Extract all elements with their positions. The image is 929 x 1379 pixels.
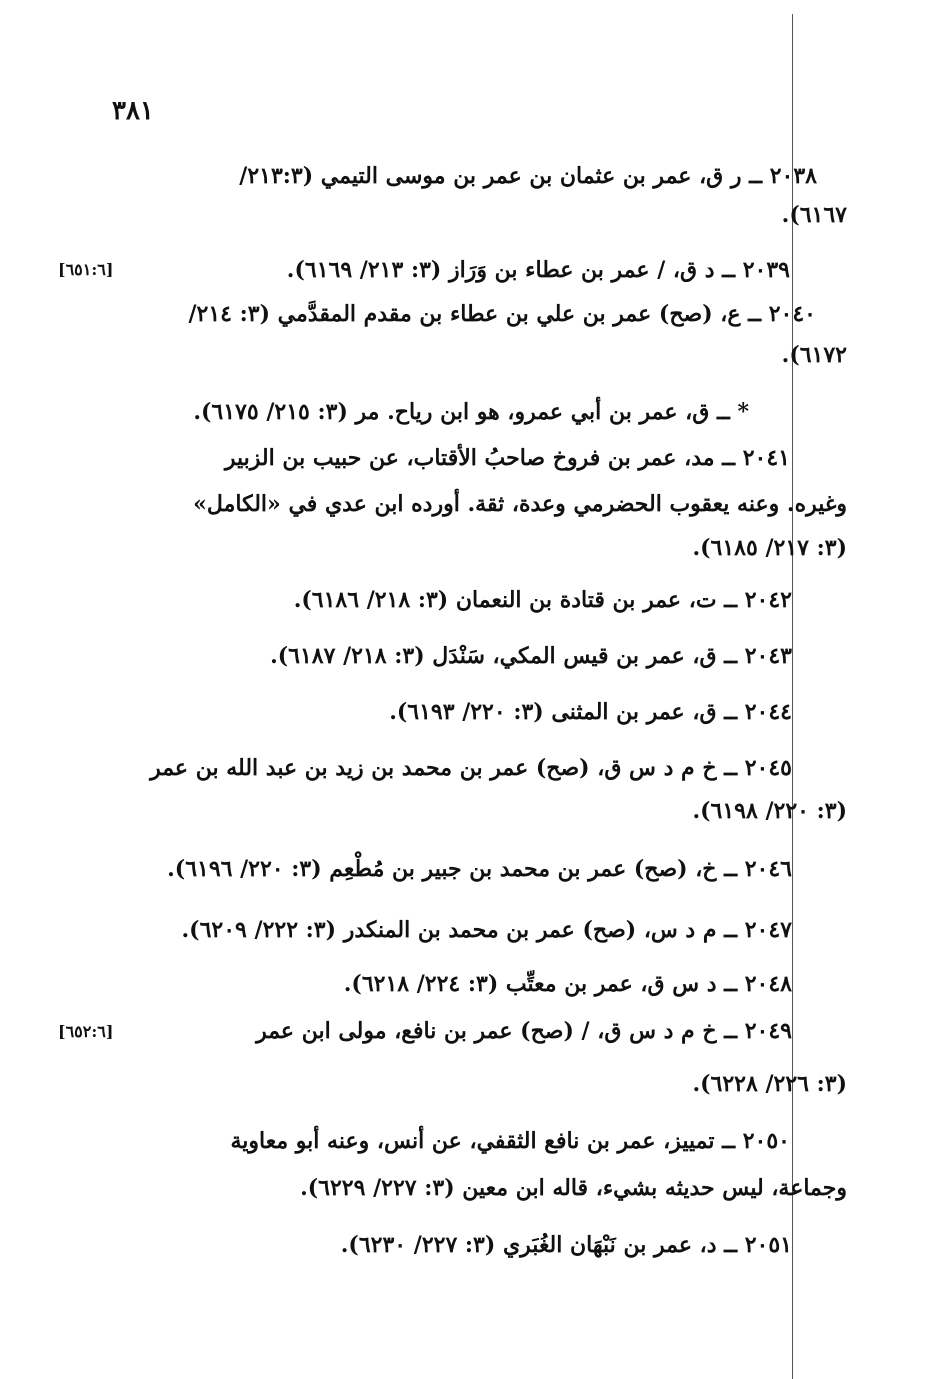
entry-2038-line-2: ٦١٦٧). — [781, 202, 847, 228]
entry-2040-line-1: ٢٠٤٠ ــ ع، (صح) عمر بن علي بن عطاء بن مقدم المقدَّمي (٣: ٢١٤/ — [188, 301, 816, 327]
entry-2039: ٢٠٣٩ ــ د ق، / عمر بن عطاء بن وَرَاز (٣: ٢١٣/ ٦١٦٩). — [286, 257, 790, 283]
page-number: ٣٨١ — [112, 96, 154, 126]
entry-2043: ٢٠٤٣ ــ ق، عمر بن قيس المكي، سَنْدَل (٣: ٢١٨/ ٦١٨٧). — [270, 643, 792, 669]
entry-2042: ٢٠٤٢ ــ ت، عمر بن قتادة بن النعمان (٣: ٢١٨/ ٦١٨٦). — [293, 587, 792, 613]
entry-2051: ٢٠٥١ ــ د، عمر بن نَبْهَان الغُبَري (٣: ٢٢٧/ ٦٢٣٠). — [340, 1232, 792, 1258]
entry-2048: ٢٠٤٨ ــ د س ق، عمر بن معتِّب (٣: ٢٢٤/ ٦٢١٨). — [343, 971, 792, 997]
entry-2041-line-3: (٣: ٢١٧/ ٦١٨٥). — [692, 535, 847, 561]
entry-2040-line-2: ٦١٧٢). — [781, 342, 847, 368]
entry-2041-line-2: وغيره. وعنه يعقوب الحضرمي وعدة، ثقة. أورده ابن عدي في «الكامل» — [193, 491, 847, 517]
entry-2049-line-2: (٣: ٢٢٦/ ٦٢٢٨). — [692, 1071, 847, 1097]
entry-2046: ٢٠٤٦ ــ خ، (صح) عمر بن محمد بن جبير بن مُطْعِم (٣: ٢٢٠/ ٦١٩٦). — [167, 856, 792, 882]
margin-note-2049: [٦٥٢:٦] — [58, 1022, 114, 1041]
entry-2047: ٢٠٤٧ ــ م د س، (صح) عمر بن محمد بن المنكدر (٣: ٢٢٢/ ٦٢٠٩). — [181, 917, 792, 943]
entry-2038-line-1: ٢٠٣٨ ــ ر ق، عمر بن عثمان بن عمر بن موسى التيمي (٢١٣:٣/ — [239, 163, 817, 189]
entry-2050-line-1: ٢٠٥٠ ــ تمييز، عمر بن نافع الثقفي، عن أنس، وعنه أبو معاوية — [230, 1128, 790, 1154]
entry-2050-line-2: وجماعة، ليس حديثه بشيء، قاله ابن معين (٣: ٢٢٧/ ٦٢٢٩). — [300, 1175, 847, 1201]
entry-2049-line-1: ٢٠٤٩ ــ خ م د س ق، / (صح) عمر بن نافع، مولى ابن عمر — [256, 1018, 792, 1044]
entry-2041-line-1: ٢٠٤١ ــ مد، عمر بن فروخ صاحبُ الأقتاب، عن حبيب بن الزبير — [224, 445, 790, 471]
entry-2045-line-1: ٢٠٤٥ ــ خ م د س ق، (صح) عمر بن محمد بن زيد بن عبد الله بن عمر — [150, 755, 792, 781]
entry-star: * ــ ق، عمر بن أبي عمرو، هو ابن رياح. مر (٣: ٢١٥/ ٦١٧٥). — [193, 399, 749, 425]
margin-note-2039: [٦٥١:٦] — [58, 260, 114, 279]
entry-2045-line-2: (٣: ٢٢٠/ ٦١٩٨). — [692, 798, 847, 824]
entry-2044: ٢٠٤٤ ــ ق، عمر بن المثنى (٣: ٢٢٠/ ٦١٩٣). — [389, 699, 792, 725]
